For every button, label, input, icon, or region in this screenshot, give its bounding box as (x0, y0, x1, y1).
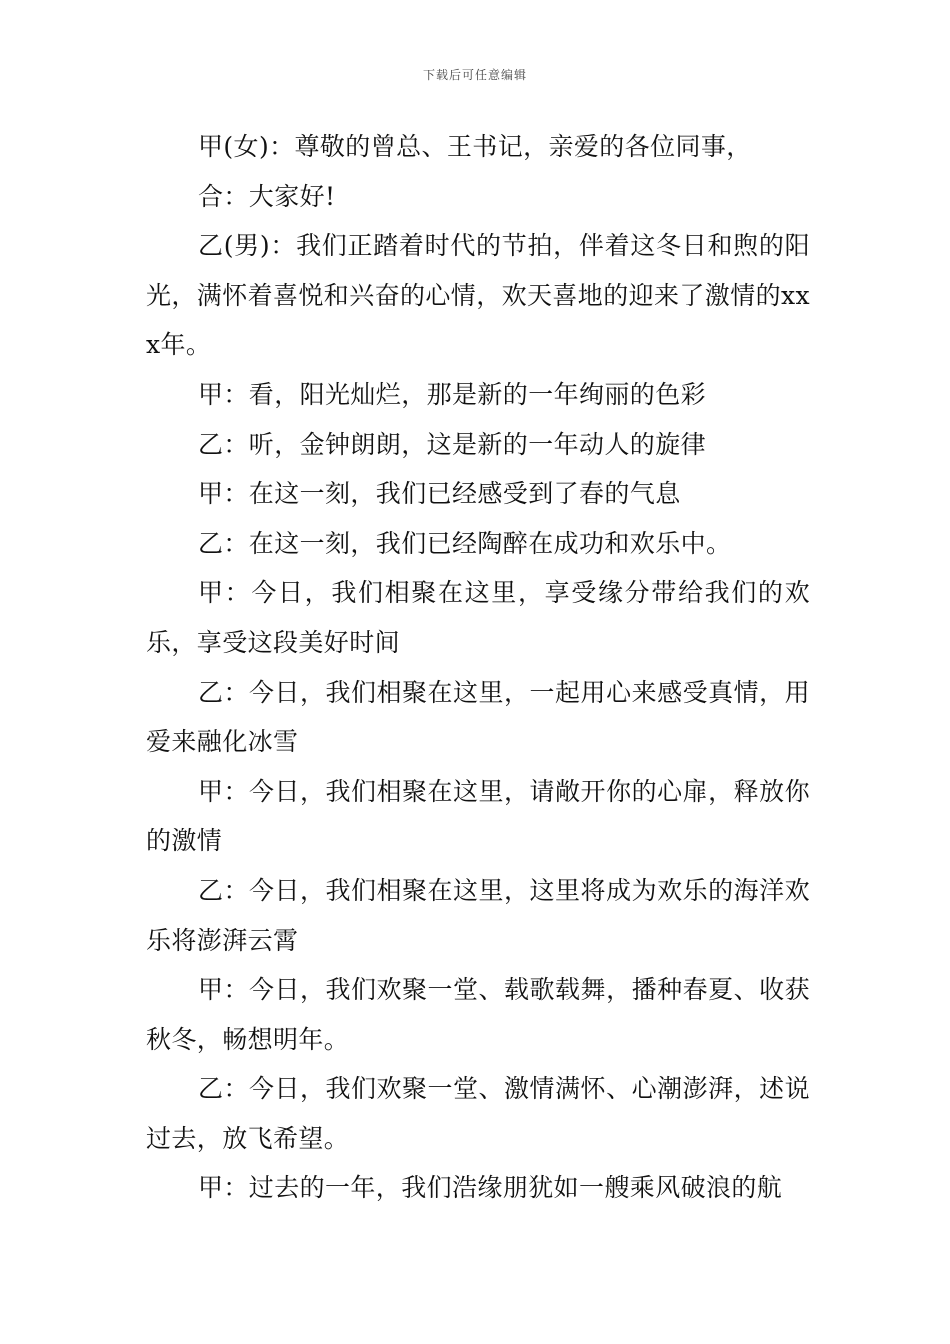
page-header: 下载后可任意编辑 (422, 68, 527, 82)
paragraph-14: 甲：过去的一年，我们浩缘朋犹如一艘乘风破浪的航 (198, 1173, 783, 1203)
paragraph-2: 合：大家好! (198, 181, 336, 211)
paragraph-13: 乙：今日，我们欢聚一堂、激情满怀、心潮澎湃，述说过去，放飞希望。 (146, 1074, 810, 1153)
paragraph-8: 甲：今日，我们相聚在这里，享受缘分带给我们的欢乐，享受这段美好时间 (146, 578, 810, 657)
paragraph-11: 乙：今日，我们相聚在这里，这里将成为欢乐的海洋欢乐将澎湃云霄 (146, 875, 810, 955)
paragraph-12: 甲：今日，我们欢聚一堂、载歌载舞，播种春夏、收获秋冬，畅想明年。 (146, 975, 810, 1054)
paragraph-1: 甲(女)：尊敬的曾总、王书记，亲爱的各位同事， (198, 132, 752, 161)
paragraph-3: 乙(男)：我们正踏着时代的节拍，伴着这冬日和煦的阳光，满怀着喜悦和兴奋的心情，欢天喜地的迎来了激情的xxx年。 (146, 231, 811, 360)
paragraph-10: 甲：今日，我们相聚在这里，请敞开你的心扉，释放你的激情 (146, 776, 810, 856)
paragraph-6: 甲：在这一刻，我们已经感受到了春的气息 (198, 479, 681, 509)
paragraph-4: 甲：看，阳光灿烂，那是新的一年绚丽的色彩 (198, 379, 707, 409)
paragraph-5: 乙：听，金钟朗朗，这是新的一年动人的旋律 (198, 429, 707, 459)
paragraph-7: 乙：在这一刻，我们已经陶醉在成功和欢乐中。 (198, 528, 732, 558)
document-body (146, 122, 810, 1213)
paragraph-9: 乙：今日，我们相聚在这里，一起用心来感受真情，用爱来融化冰雪 (146, 677, 810, 757)
